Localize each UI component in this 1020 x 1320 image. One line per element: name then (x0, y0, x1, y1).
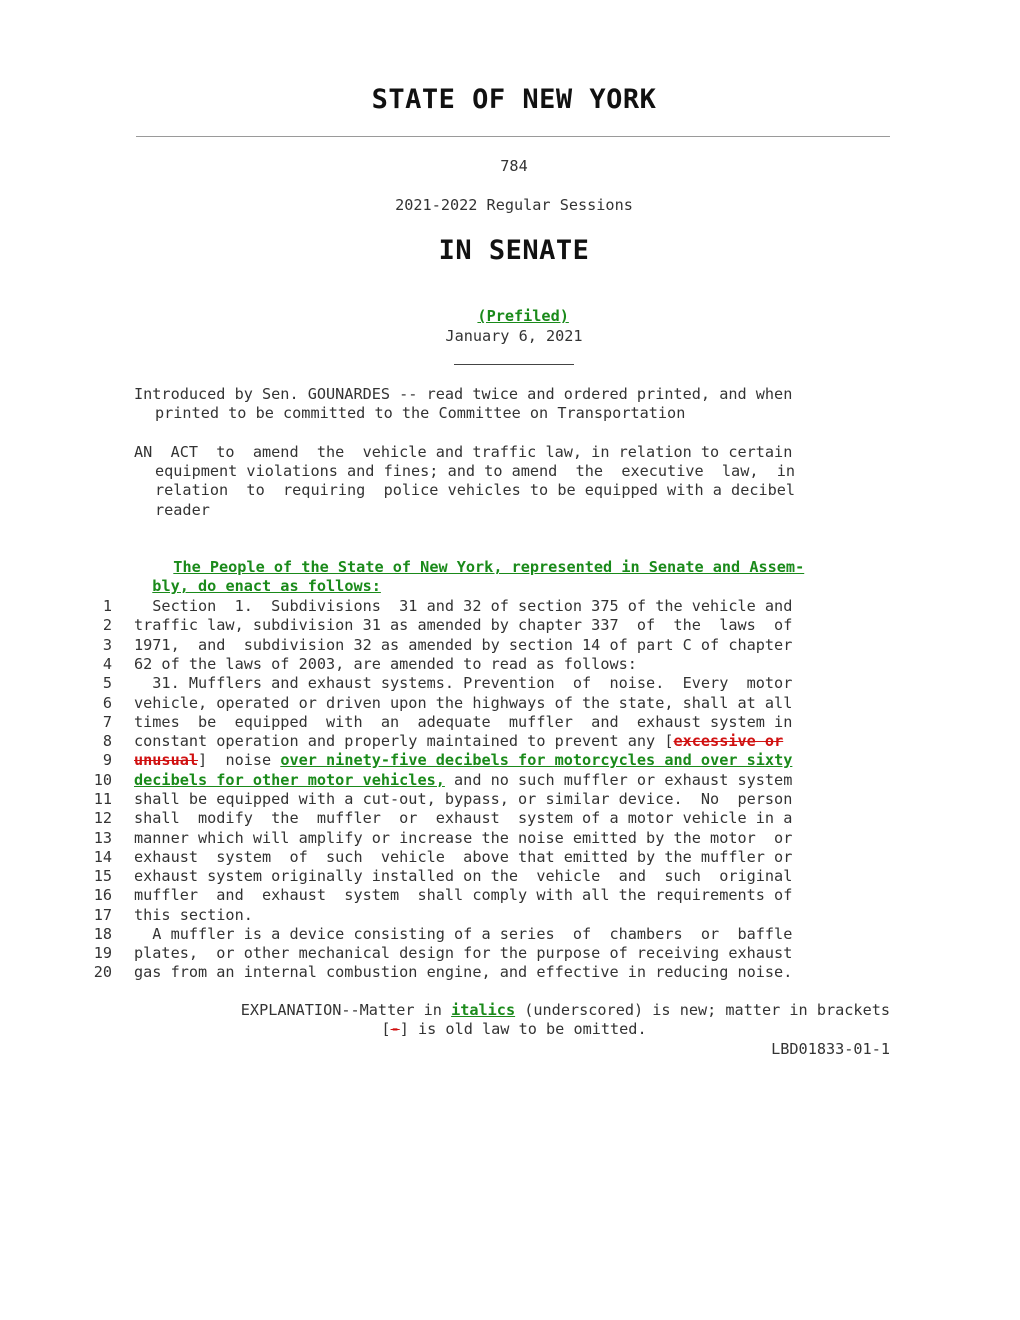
body-line: this section. (134, 906, 253, 924)
enacting-line-2-row (134, 558, 381, 597)
enacting-line-1: The People of the State of New York, represented in Senate and Assem- (173, 558, 805, 577)
body-line: vehicle, operated or driven upon the highways of the state, shall at all (134, 694, 793, 712)
line-number: 6 (102, 694, 112, 712)
body-line-8 (134, 732, 783, 751)
act-line-1: AN ACT to amend the vehicle and traffic law, in relation to certain (134, 443, 793, 461)
bill-date: January 6, 2021 (445, 327, 583, 345)
body-line-10-text: and no such muffler or exhaust system (444, 771, 793, 789)
chamber-title: IN SENATE (438, 235, 590, 266)
line-number: 1 (102, 597, 112, 615)
line-number: 5 (102, 674, 112, 692)
line-number: 4 (102, 655, 112, 673)
intro-line-2: printed to be committed to the Committee on Transportation (155, 404, 686, 422)
body-line-10 (134, 771, 792, 790)
body-line: shall modify the muffler or exhaust system of a motor vehicle in a (134, 809, 793, 827)
enacting-line-2: bly, do enact as follows: (152, 577, 381, 596)
deleted-text: unusual (134, 751, 199, 769)
body-line: Section 1. Subdivisions 31 and 32 of section 375 of the vehicle and (134, 597, 793, 615)
body-line: muffler and exhaust system shall comply with all the requirements of (134, 886, 793, 904)
bracket-open: [ (381, 1020, 391, 1038)
header-divider (136, 136, 890, 137)
line-number: 9 (102, 751, 112, 769)
explanation-italics: italics (451, 1001, 516, 1019)
body-line: manner which will amplify or increase the noise emitted by the motor or (134, 829, 793, 847)
body-line: plates, or other mechanical design for the purpose of receiving exhaust (134, 944, 793, 962)
explanation-line-2 (0, 1020, 1020, 1039)
body-line-9 (134, 751, 792, 770)
body-line: 31. Mufflers and exhaust systems. Prevention of noise. Every motor (134, 674, 793, 692)
session-label: 2021-2022 Regular Sessions (395, 196, 633, 214)
body-line-9-text: ] noise (198, 751, 281, 769)
body-line: exhaust system originally installed on the vehicle and such original (134, 867, 793, 885)
state-title: STATE OF NEW YORK (371, 84, 657, 115)
prefiled-label: (Prefiled) (477, 307, 569, 326)
line-number: 18 (93, 925, 112, 943)
act-line-4: reader (155, 501, 210, 519)
new-text: over ninety-five decibels for motorcycles and over sixty (280, 751, 793, 769)
prefiled-row (0, 288, 1020, 327)
body-line-8-text: constant operation and properly maintained to prevent any [ (134, 732, 674, 750)
line-number: 14 (93, 848, 112, 866)
explanation-middle: (underscored) is new; matter in brackets (515, 1001, 890, 1019)
intro-line-1: Introduced by Sen. GOUNARDES -- read twice and ordered printed, and when (134, 385, 793, 403)
document-code: LBD01833-01-1 (771, 1040, 890, 1058)
body-line: shall be equipped with a cut-out, bypass, or similar device. No person (134, 790, 793, 808)
line-number: 13 (93, 829, 112, 847)
bracket-close: ] (399, 1020, 409, 1038)
body-line: times be equipped with an adequate muffler and exhaust system in (134, 713, 793, 731)
line-number: 10 (93, 771, 112, 789)
date-divider (454, 364, 574, 365)
body-line: 1971, and subdivision 32 as amended by section 14 of part C of chapter (134, 636, 793, 654)
line-number: 20 (93, 963, 112, 981)
line-number: 17 (93, 906, 112, 924)
body-line: A muffler is a device consisting of a series of chambers or baffle (134, 925, 793, 943)
bracket-dash: - (390, 1020, 400, 1038)
explanation-suffix: is old law to be omitted. (408, 1020, 647, 1038)
body-line: traffic law, subdivision 31 as amended by chapter 337 of the laws of (134, 616, 793, 634)
line-number: 8 (102, 732, 112, 750)
explanation-line-1 (0, 1001, 890, 1020)
explanation-prefix: EXPLANATION--Matter in (240, 1001, 452, 1019)
body-line: 62 of the laws of 2003, are amended to read as follows: (134, 655, 637, 673)
line-number: 7 (102, 713, 112, 731)
bill-number: 784 (500, 157, 528, 175)
line-number: 11 (93, 790, 112, 808)
act-line-3: relation to requiring police vehicles to be equipped with a decibel (155, 481, 796, 499)
line-number: 15 (93, 867, 112, 885)
act-line-2: equipment violations and fines; and to amend the executive law, in (155, 462, 796, 480)
line-number: 2 (102, 616, 112, 634)
line-number: 19 (93, 944, 112, 962)
body-line: exhaust system of such vehicle above that emitted by the muffler or (134, 848, 793, 866)
body-line: gas from an internal combustion engine, and effective in reducing noise. (134, 963, 793, 981)
deleted-text: excessive or (673, 732, 784, 750)
line-number: 3 (102, 636, 112, 654)
new-text: decibels for other motor vehicles, (134, 771, 445, 789)
line-number: 12 (93, 809, 112, 827)
line-number: 16 (93, 886, 112, 904)
